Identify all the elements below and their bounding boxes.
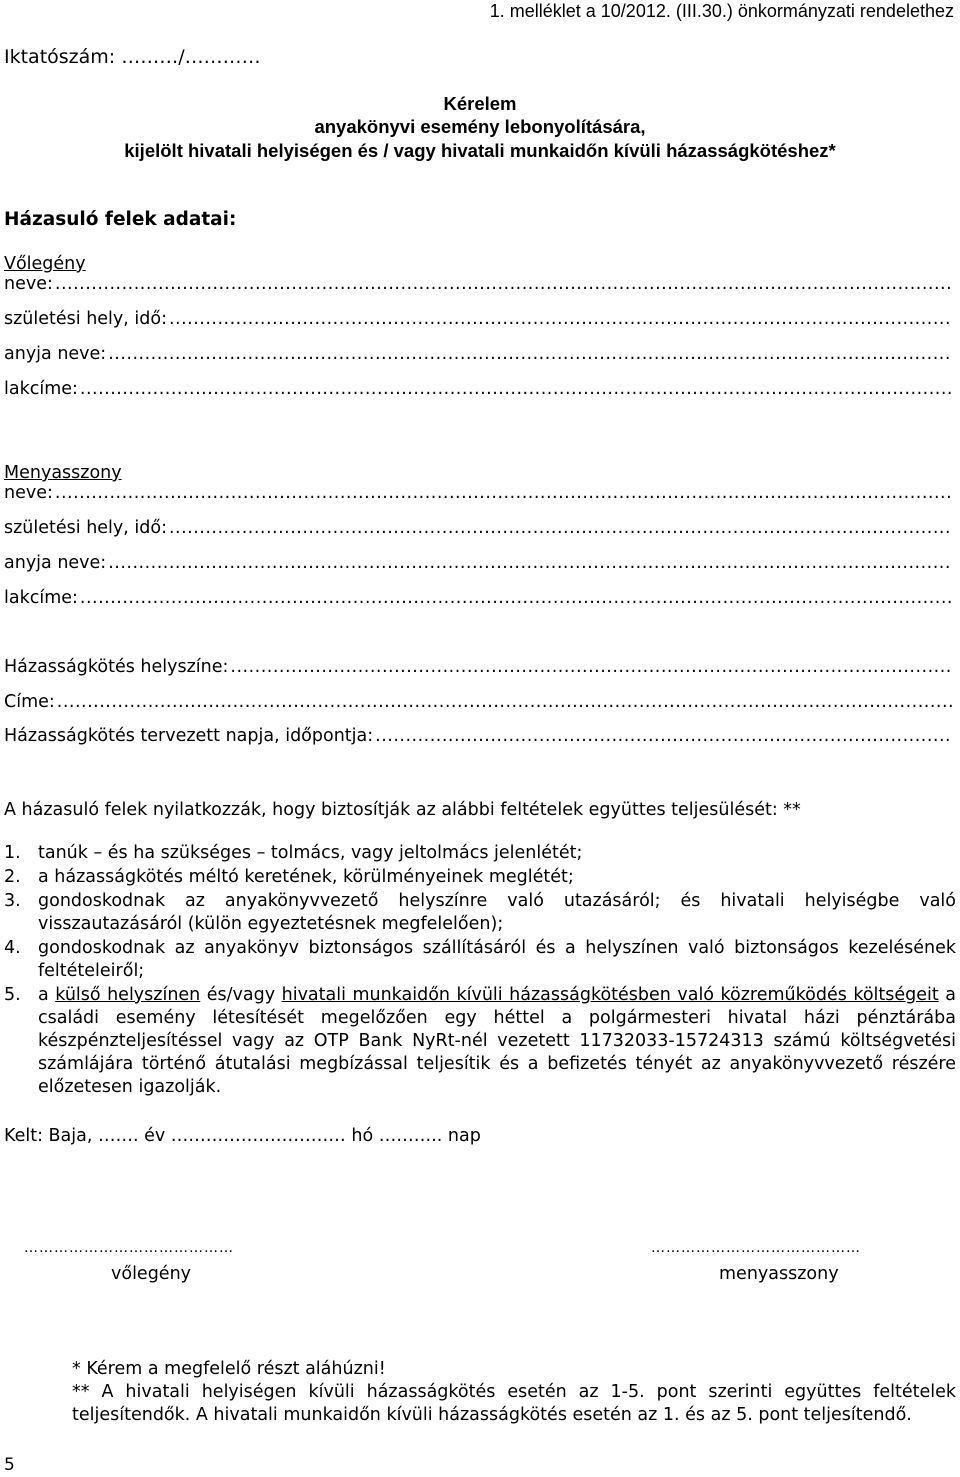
underlined-text: külső helyszínen	[55, 985, 201, 1005]
fill-line	[230, 657, 952, 677]
fill-line	[108, 553, 952, 573]
list-text: gondoskodnak az anyakönyv biztonságos szállításáról és a helyszínen való biztonságos kezelésének feltételeiről;	[38, 938, 956, 981]
groom-signature-line[interactable]: ……………………………………	[24, 1240, 234, 1256]
fill-line	[80, 379, 952, 399]
wedding-address-field[interactable]	[4, 688, 952, 712]
wedding-address-label: Címe:	[4, 692, 55, 712]
list-item	[4, 937, 956, 983]
form-subtitle-1: anyakönyvi esemény lebonyolítására,	[314, 116, 646, 137]
footnote-2: ** A hivatali helyiségen kívüli házasságkötés esetén az 1-5. pont szerinti együttes feltételek teljesítendők. A hivatali munkaidőn kívüli házasságkötés esetén az 1. és az 5. pont teljesítendő.	[72, 1382, 956, 1425]
wedding-place-field[interactable]	[4, 653, 952, 677]
groom-mother-field[interactable]	[4, 340, 952, 364]
fill-line	[80, 588, 952, 608]
bride-address-field[interactable]	[4, 584, 952, 608]
annex-reference: 1. melléklet a 10/2012. (III.30.) önkormányzati rendelethez	[489, 1, 954, 21]
list-number: 1.	[4, 843, 21, 863]
list-item	[4, 866, 956, 889]
fill-line	[375, 726, 952, 746]
bride-mother-label: anyja neve:	[4, 553, 107, 573]
fill-line	[169, 518, 952, 538]
fill-line	[55, 274, 952, 294]
conditions-list	[4, 842, 956, 1100]
bride-mother-field[interactable]	[4, 549, 952, 573]
form-title: Kérelem	[443, 93, 517, 114]
groom-name-label: neve:	[4, 274, 53, 294]
list-text: a házasságkötés méltó keretének, körülményeinek meglétét;	[38, 867, 574, 887]
list-text: gondoskodnak az anyakönyvvezető helyszínre való utazásáról; és hivatali helyiségbe való visszautazásáról (külön egyeztetésnek megfelelően);	[38, 891, 956, 934]
list-number: 5.	[4, 985, 21, 1005]
bride-signature-label: menyasszony	[719, 1264, 839, 1284]
list-item	[4, 890, 956, 936]
list-text: tanúk – és ha szükséges – tolmács, vagy jeltolmács jelenlétét;	[38, 843, 583, 863]
page-number: 5	[4, 1455, 15, 1475]
section-heading: Házasuló felek adatai:	[4, 209, 237, 230]
list-number: 3.	[4, 891, 21, 911]
bride-name-label: neve:	[4, 483, 53, 503]
bride-heading: Menyasszony	[4, 463, 122, 483]
list-text: és/vagy	[200, 985, 282, 1005]
bride-signature-line[interactable]: ……………………………………	[651, 1240, 861, 1256]
list-text: a	[38, 985, 56, 1005]
list-item	[4, 984, 956, 1099]
fill-line	[169, 309, 952, 329]
wedding-datetime-label: Házasságkötés tervezett napja, időpontja:	[4, 726, 374, 746]
groom-mother-label: anyja neve:	[4, 344, 107, 364]
date-place-line[interactable]: Kelt: Baja, ……. év ………………………… hó ……….. nap	[4, 1126, 481, 1146]
declaration: A házasuló felek nyilatkozzák, hogy biztosítják az alábbi feltételek együttes teljesülését: **	[4, 800, 801, 820]
groom-birth-field[interactable]	[4, 305, 952, 329]
bride-birth-field[interactable]	[4, 514, 952, 538]
fill-line	[57, 692, 952, 712]
groom-address-label: lakcíme:	[4, 379, 78, 399]
form-subtitle-2: kijelölt hivatali helyiségen és / vagy hivatali munkaidőn kívüli házasságkötéshez*	[124, 140, 836, 161]
bride-name-field[interactable]	[4, 479, 952, 503]
groom-name-field[interactable]	[4, 270, 952, 294]
fill-line	[55, 483, 952, 503]
bride-address-label: lakcíme:	[4, 588, 78, 608]
groom-heading: Vőlegény	[4, 254, 86, 274]
fill-line	[108, 344, 952, 364]
list-item	[4, 842, 956, 865]
registration-number: Iktatószám: ………/…………	[4, 46, 261, 68]
footnote-1: * Kérem a megfelelő részt aláhúzni!	[72, 1359, 386, 1379]
bride-birth-label: születési hely, idő:	[4, 518, 167, 538]
list-number: 4.	[4, 938, 21, 958]
groom-signature-label: vőlegény	[111, 1264, 192, 1284]
wedding-place-label: Házasságkötés helyszíne:	[4, 657, 229, 677]
list-number: 2.	[4, 867, 21, 887]
list-text: a családi esemény létesítését megelőzően egy héttel a polgármesteri hivatal házi pénztárába készpénzteljesítéssel vagy az OTP Bank NyRt-nél vezetett 11732033-15724313 számú költségvetési számlájára történő átutalási megbízással teljesítik és a befizetés tényét az anyakönyvvezető részére előzetesen igazolják.	[38, 985, 956, 1097]
groom-address-field[interactable]	[4, 375, 952, 399]
underlined-text: hivatali munkaidőn kívüli házasságkötésben való közreműködés költségeit	[281, 985, 939, 1005]
wedding-datetime-field[interactable]	[4, 722, 952, 746]
groom-birth-label: születési hely, idő:	[4, 309, 167, 329]
